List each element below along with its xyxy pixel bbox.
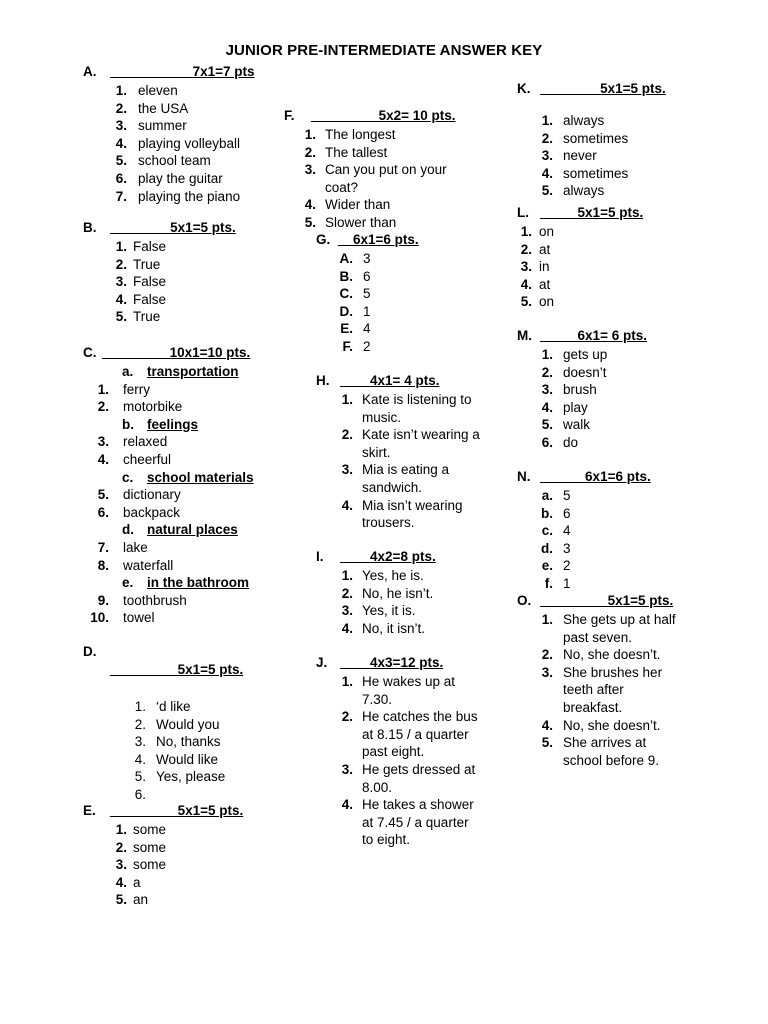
points-label: ________5x1=5 pts. (110, 220, 236, 235)
category-letter: d. (122, 522, 134, 538)
item-answer: No, she doesn’t. (563, 717, 661, 733)
item-number: 6. (541, 434, 553, 450)
section-header (316, 373, 482, 391)
item-answer: sometimes (563, 130, 629, 146)
item-answer: Kate isn’t wearing a skirt. (362, 427, 480, 460)
answer-item (284, 214, 455, 232)
item-answer: Would like (156, 751, 219, 767)
item-answer: No, thanks (156, 734, 221, 750)
answer-item (284, 161, 455, 196)
item-number: c. (541, 523, 553, 539)
item-number: 3. (115, 118, 127, 134)
item-number: 1. (541, 347, 553, 362)
category-name: school materials (147, 469, 254, 485)
answer-item (284, 126, 455, 144)
item-answer: some (133, 822, 167, 837)
section-letter: J. (316, 655, 328, 670)
item-number: 5. (134, 769, 146, 785)
answer-list (517, 611, 678, 769)
item-number: F. (342, 338, 353, 354)
section-o (517, 593, 678, 769)
item-answer: She arrives at school before 9. (563, 735, 660, 768)
item-answer: 6 (563, 505, 571, 521)
item-answer: Kate is listening to music. (362, 392, 472, 425)
item-answer: No, it isn’t. (362, 620, 426, 636)
item-answer: 5 (363, 286, 371, 302)
item-answer: Wider than (325, 197, 391, 213)
item-answer: always (563, 113, 605, 128)
category-letter: a. (122, 364, 134, 379)
item-number: 3. (134, 734, 146, 750)
item-number: 5. (115, 892, 127, 908)
item-answer: at (539, 241, 551, 257)
item-answer: gets up (563, 347, 608, 362)
item-number: 5. (541, 183, 553, 199)
section-letter: E. (83, 803, 96, 818)
item-number: 2. (541, 130, 553, 146)
item-number: 3. (115, 857, 127, 873)
answer-item (517, 664, 678, 717)
page-title: JUNIOR PRE-INTERMEDIATE ANSWER KEY (225, 42, 543, 59)
item-number: 2. (541, 647, 553, 663)
answer-item (316, 497, 482, 532)
item-number: 5. (115, 153, 127, 169)
item-answer: backpack (123, 504, 181, 520)
answer-item (517, 734, 678, 769)
section-letter: I. (316, 549, 324, 564)
item-answer: brush (563, 382, 597, 398)
item-number: 4. (134, 751, 146, 767)
section-letter: B. (83, 220, 97, 235)
item-number: C. (339, 286, 353, 302)
item-answer: He wakes up at 7.30. (362, 674, 456, 707)
item-number: 1. (541, 612, 553, 627)
item-answer: relaxed (123, 434, 168, 450)
item-answer: 1 (363, 303, 371, 319)
item-number: 1. (341, 392, 353, 407)
item-number: 4. (304, 197, 316, 213)
item-answer: Yes, it is. (362, 603, 416, 619)
item-answer: He catches the bus at 8.15 / a quarter past eight. (362, 709, 478, 760)
item-number: 5. (520, 294, 532, 310)
section-letter: F. (284, 108, 295, 123)
item-number: 6. (97, 504, 109, 520)
category-letter: e. (122, 575, 134, 591)
item-number: 7. (97, 539, 109, 555)
item-answer: She brushes her teeth after breakfast. (563, 664, 663, 715)
item-answer: toothbrush (123, 592, 187, 608)
section-letter: K. (517, 81, 531, 96)
category-name: feelings (147, 416, 199, 432)
item-number: 3. (97, 434, 109, 450)
section-letter: H. (316, 373, 330, 388)
item-number: 1. (520, 224, 532, 239)
item-number: 4. (115, 874, 127, 890)
item-number: 5. (541, 735, 553, 751)
item-number: 5. (97, 487, 109, 503)
item-answer: cheerful (123, 451, 172, 467)
section-letter: C. (83, 345, 97, 360)
item-number: 2. (341, 427, 353, 443)
item-number: 2. (115, 256, 127, 272)
item-answer: always (563, 183, 605, 199)
item-answer: on (539, 294, 555, 310)
item-number: 2. (541, 364, 553, 380)
item-answer: ‘d like (156, 699, 191, 714)
section-header (517, 593, 678, 611)
item-number: 1. (115, 83, 127, 98)
item-answer: Slower than (325, 214, 397, 230)
points-label: ____4x2=8 pts. (340, 549, 436, 564)
answer-item (316, 708, 482, 761)
item-answer: in (539, 259, 550, 275)
item-answer: sometimes (563, 165, 629, 181)
item-number: 1. (97, 381, 109, 397)
section-letter: D. (83, 644, 97, 659)
item-number: a. (541, 488, 553, 503)
item-answer: playing the piano (138, 188, 241, 204)
item-answer: True (133, 309, 161, 325)
points-label: _____5x1=5 pts. (540, 205, 644, 220)
section-h (316, 373, 482, 532)
answer-list (316, 391, 482, 532)
answer-item (316, 796, 482, 849)
item-number: 3. (341, 462, 353, 478)
item-number: 5. (541, 417, 553, 433)
item-number: 1. (341, 674, 353, 689)
item-answer: 3 (363, 251, 371, 266)
item-answer: He gets dressed at 8.00. (362, 761, 476, 795)
item-answer: True (133, 256, 161, 272)
category-letter: b. (122, 416, 134, 432)
answer-item (316, 461, 482, 496)
category-name: transportation (147, 364, 239, 379)
answer-list (284, 126, 455, 232)
item-number: f. (544, 575, 553, 591)
item-answer: 4 (363, 321, 371, 337)
item-number: 5. (304, 214, 316, 230)
item-number: 4. (341, 497, 353, 513)
item-answer: never (563, 148, 597, 164)
item-answer: 1 (563, 575, 571, 591)
item-answer: No, he isn’t. (362, 585, 434, 601)
item-answer: 5 (563, 488, 571, 503)
item-number: 1. (304, 127, 316, 142)
item-number: 3. (341, 603, 353, 619)
section-header (316, 655, 482, 673)
points-label: ______6x1=6 pts. (540, 469, 651, 484)
item-number: b. (541, 505, 553, 521)
answer-item (284, 144, 455, 162)
item-answer: dictionary (123, 487, 181, 503)
item-number: 2. (341, 585, 353, 601)
answer-item (284, 196, 455, 214)
points-label: _________5x1=5 pts. (540, 593, 674, 608)
points-label: _____6x1= 6 pts. (540, 328, 647, 343)
points-label: _________5x1=5 pts. (110, 803, 244, 818)
item-answer: play the guitar (138, 170, 223, 186)
item-number: 2. (115, 100, 127, 116)
item-answer: motorbike (123, 399, 183, 415)
item-number: 4. (520, 276, 532, 292)
item-number: D. (339, 303, 353, 319)
item-number: e. (541, 558, 553, 574)
answer-item (316, 761, 482, 796)
item-number: 4. (541, 165, 553, 181)
item-number: 3. (304, 162, 316, 178)
points-label: _________5x1=5 pts. (110, 662, 244, 677)
section-letter: L. (517, 205, 529, 220)
item-number: 8. (97, 557, 109, 573)
item-answer: towel (123, 610, 155, 626)
item-answer: 2 (363, 338, 371, 354)
item-answer: lake (123, 539, 148, 555)
item-answer: waterfall (123, 557, 174, 573)
item-answer: walk (563, 417, 591, 433)
item-number: B. (339, 268, 353, 284)
item-number: 2. (97, 399, 109, 415)
item-number: 4. (541, 399, 553, 415)
item-number: 6. (115, 170, 127, 186)
item-number: 4. (97, 451, 109, 467)
section-f (284, 108, 455, 232)
item-number: 3. (115, 274, 127, 290)
item-answer: Mia is eating a sandwich. (362, 462, 450, 495)
item-answer: eleven (138, 83, 178, 98)
section-letter: O. (517, 593, 532, 608)
item-number: d. (541, 540, 553, 556)
answer-item (517, 646, 678, 664)
section-letter: N. (517, 469, 531, 484)
item-answer: The tallest (325, 144, 388, 160)
item-answer: She gets up at half past seven. (563, 612, 676, 645)
item-answer: some (133, 857, 167, 873)
item-answer: a (133, 874, 141, 890)
item-number: 9. (97, 592, 109, 608)
answer-item (316, 391, 482, 426)
item-answer: do (563, 434, 579, 450)
points-label: _________5x2= 10 pts. (311, 108, 456, 123)
item-number: 1. (341, 568, 353, 583)
answer-item (316, 673, 482, 708)
item-answer: ferry (123, 381, 150, 397)
item-number: 7. (115, 188, 127, 204)
item-number: 4. (115, 291, 127, 307)
points-label: ____4x3=12 pts. (340, 655, 444, 670)
item-number: 3. (541, 664, 553, 680)
points-label: ________5x1=5 pts. (540, 81, 666, 96)
item-answer: Yes, he is. (362, 568, 424, 583)
item-number: 4. (341, 797, 353, 813)
item-number: 2. (134, 716, 146, 732)
item-answer: school team (138, 153, 211, 169)
category-name: in the bathroom (147, 575, 249, 591)
answer-item (517, 717, 678, 735)
item-number: 10. (90, 610, 109, 626)
answer-item (517, 611, 678, 646)
answer-list (316, 673, 482, 849)
item-number: 4. (541, 717, 553, 733)
item-answer: False (133, 239, 167, 254)
item-answer: play (563, 399, 588, 415)
item-answer: No, she doesn’t. (563, 647, 661, 663)
item-answer: 2 (563, 558, 571, 574)
section-letter: A. (83, 64, 97, 79)
points-label: _________10x1=10 pts. (102, 345, 251, 360)
section-letter: G. (316, 232, 331, 247)
item-number: 3. (541, 382, 553, 398)
item-number: 3. (541, 148, 553, 164)
section-j (316, 655, 482, 849)
item-number: 4. (341, 620, 353, 636)
item-number: 4. (115, 135, 127, 151)
item-number: 2. (304, 144, 316, 160)
item-number: A. (339, 251, 353, 266)
item-number: 2. (520, 241, 532, 257)
item-answer: doesn’t (563, 364, 607, 380)
item-answer: some (133, 839, 167, 855)
item-number: 1. (134, 699, 146, 714)
item-answer: False (133, 291, 167, 307)
section-header (284, 108, 455, 126)
item-number: 2. (341, 709, 353, 725)
item-answer: Would you (156, 716, 220, 732)
item-number: 1. (541, 113, 553, 128)
item-answer: 3 (563, 540, 571, 556)
item-answer: summer (138, 118, 187, 134)
item-answer: playing volleyball (138, 135, 241, 151)
item-answer: 4 (563, 523, 571, 539)
item-answer: at (539, 276, 551, 292)
category-name: natural places (147, 522, 238, 538)
points-label: ____4x1= 4 pts. (340, 373, 440, 388)
item-number: 3. (341, 761, 353, 777)
item-number: 6. (134, 786, 146, 802)
section-letter: M. (517, 328, 532, 343)
points-label: __6x1=6 pts. (338, 232, 419, 247)
item-answer: False (133, 274, 167, 290)
points-label: ___________7x1=7 pts (110, 64, 255, 79)
item-number: 1. (115, 822, 127, 837)
item-answer: an (133, 892, 149, 908)
item-number: 5. (115, 309, 127, 325)
item-answer: The longest (325, 127, 396, 142)
answer-item (316, 426, 482, 461)
item-number: 1. (115, 239, 127, 254)
item-answer: He takes a shower at 7.45 / a quarter to eight. (362, 797, 474, 848)
item-number: E. (340, 321, 353, 337)
item-answer: on (539, 224, 555, 239)
item-number: 2. (115, 839, 127, 855)
item-answer: Mia isn’t wearing trousers. (362, 497, 463, 531)
item-answer: 6 (363, 268, 371, 284)
item-answer: Yes, please (156, 769, 226, 785)
item-answer: the USA (138, 100, 189, 116)
item-number: 3. (520, 259, 532, 275)
category-letter: c. (122, 469, 134, 485)
item-answer: Can you put on your coat? (325, 162, 447, 195)
